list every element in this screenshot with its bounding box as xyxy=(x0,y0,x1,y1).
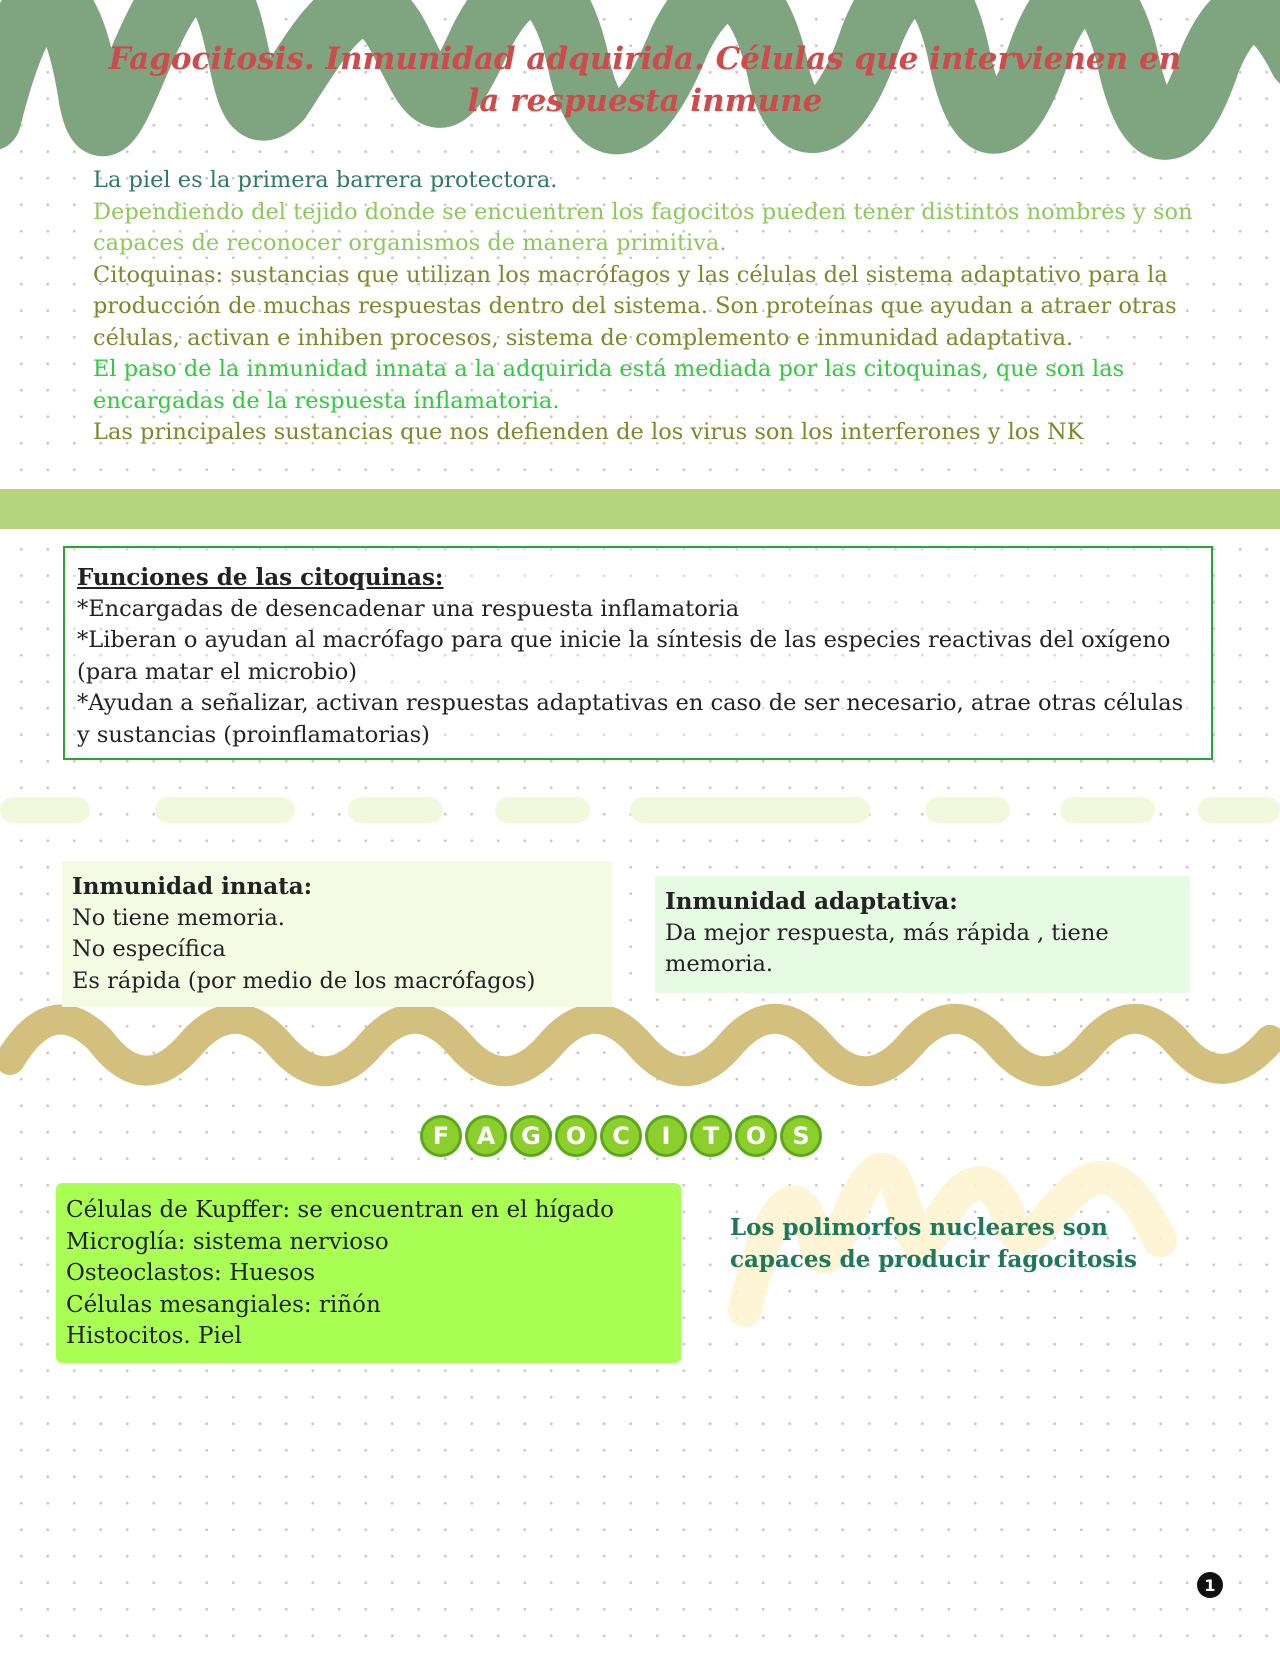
adaptive-immunity-box xyxy=(655,876,1190,993)
wavy-band xyxy=(10,1019,1270,1072)
divider-dash xyxy=(495,797,590,823)
divider-dash xyxy=(925,797,1010,823)
phagocyte-list-item: Histocitos. Piel xyxy=(66,1323,242,1349)
divider-dash xyxy=(155,797,295,823)
cytokine-function-item: *Ayudan a señalizar, activan respuestas adaptativas en caso de ser necesario, atrae otras células y sustancias (proinflamatorias) xyxy=(77,690,1184,748)
intro-paragraph: La piel es la primera barrera protectora. xyxy=(93,167,558,193)
cytokine-function-item: *Liberan o ayudan al macrófago para que inicie la síntesis de las especies reactivas del oxígeno (para matar el microbio) xyxy=(77,627,1171,685)
adaptive-immunity-heading: Inmunidad adaptativa: xyxy=(665,888,958,915)
intro-paragraph: Las principales sustancias que nos defienden de los virus son los interferones y los NK xyxy=(93,419,1084,445)
title-letter: I xyxy=(645,1115,687,1157)
page-title: Fagocitosis. Inmunidad adquirida. Células que intervienen en la respuesta inmune xyxy=(108,41,1182,119)
phagocytes-title xyxy=(420,1115,822,1161)
phagocyte-list-item: Osteoclastos: Huesos xyxy=(66,1260,316,1286)
divider-dash xyxy=(348,797,443,823)
phagocyte-list-item: Células mesangiales: riñón xyxy=(66,1291,381,1318)
title-letter: T xyxy=(690,1115,732,1157)
intro-paragraph: Citoquinas: sustancias que utilizan los macrófagos y las células del sistema adaptativo para la producción de muchas respuestas dentro del sistema. Son proteínas que ayudan a atraer otras células, activan e inhiben procesos, sistema de complemento e inmunidad adaptativa. xyxy=(93,261,1177,351)
page-number: 1 xyxy=(1197,1572,1223,1598)
divider-dash xyxy=(0,797,90,823)
title-letter: O xyxy=(555,1115,597,1157)
innate-immunity-line: No tiene memoria. xyxy=(72,904,285,931)
title-letter: A xyxy=(465,1115,507,1157)
divider-dash xyxy=(1060,797,1155,823)
adaptive-immunity-line: Da mejor respuesta, más rápida , tiene memoria. xyxy=(665,919,1109,977)
intro-paragraph: Dependiendo del tejido donde se encuentren los fagocitos pueden tener distintos nombres y son capaces de reconocer organismos de manera primitiva. xyxy=(93,198,1193,256)
innate-immunity-line: Es rápida (por medio de los macrófagos) xyxy=(72,967,536,994)
title-letter: G xyxy=(510,1115,552,1157)
divider-dash xyxy=(1198,797,1280,823)
title-letter: F xyxy=(420,1115,462,1157)
title-letter: C xyxy=(600,1115,642,1157)
phagocyte-list-item: Células de Kupffer: se encuentran en el hígado xyxy=(66,1197,614,1223)
innate-immunity-box xyxy=(62,861,612,1007)
title-letter: O xyxy=(735,1115,777,1157)
innate-immunity-heading: Inmunidad innata: xyxy=(72,873,313,900)
cytokine-functions-heading: Funciones de las citoquinas: xyxy=(77,564,444,591)
phagocyte-list-box xyxy=(56,1183,681,1363)
section-divider-band xyxy=(0,489,1280,529)
cytokine-function-item: *Encargadas de desencadenar una respuesta inflamatoria xyxy=(77,595,740,622)
intro-paragraph: El paso de la inmunidad innata a la adquirida está mediada por las citoquinas, que son las encargadas de la respuesta inflamatoria. xyxy=(93,356,1125,414)
divider-dash xyxy=(630,797,870,823)
intro-text xyxy=(93,165,1253,449)
polymorphonuclear-note: Los polimorfos nucleares son capaces de producir fagocitosis xyxy=(730,1214,1137,1273)
cytokine-functions-box xyxy=(63,546,1213,760)
phagocyte-list-item: Microglía: sistema nervioso xyxy=(66,1228,389,1255)
innate-immunity-line: No específica xyxy=(72,936,226,962)
title-letter: S xyxy=(780,1115,822,1157)
